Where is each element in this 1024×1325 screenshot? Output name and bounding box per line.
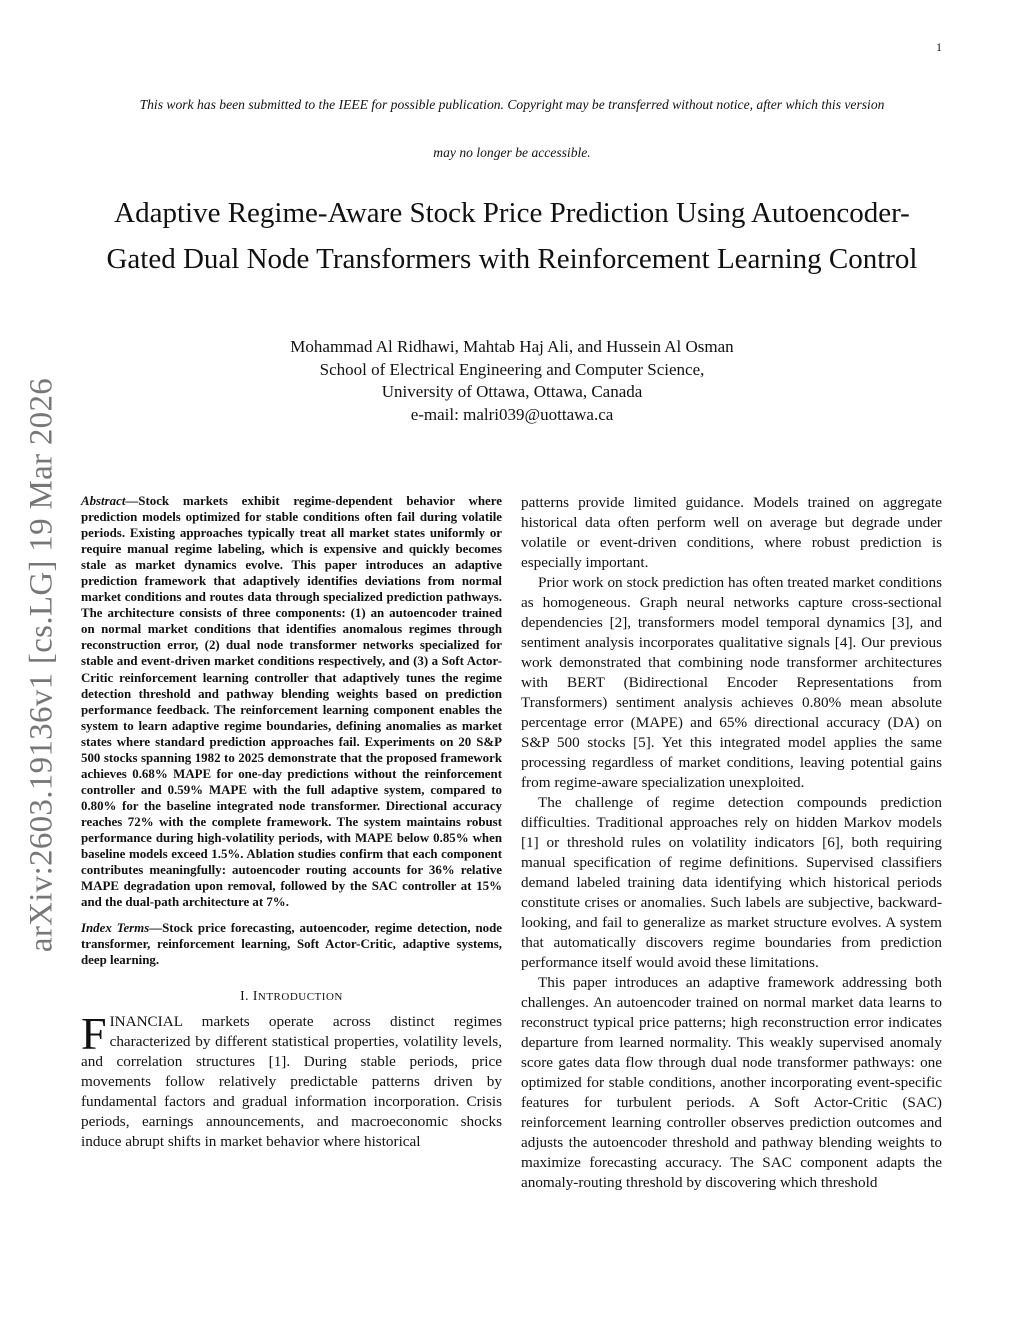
section-heading-introduction	[81, 988, 502, 1004]
intro-paragraph-3: The challenge of regime detection compounds prediction difficulties. Traditional approaches rely on hidden Markov models [1] or threshold rules on volatility indicators [6], both requiring manual specification of regime definitions. Supervised classifiers demand labeled training data identifying which historical periods constitute crises or anomalies. Such labels are subjective, backward-looking, and fail to generalize as market structure evolves. A system that automatically discovers regime boundaries from prediction performance itself would avoid these limitations.	[521, 794, 942, 971]
index-terms	[81, 920, 502, 968]
intro-paragraph-1-text: INANCIAL markets operate across distinct regimes characterized by different statistical properties, volatility levels, and correlation structures [1]. During stable periods, price movements follow relatively predictable patterns driven by fundamental factors and gradual information incorporation. Crisis periods, earnings announcements, and macroeconomic shocks induce abrupt shifts in market behavior where historical	[81, 1013, 502, 1151]
intro-paragraph-1-continued: patterns provide limited guidance. Models trained on aggregate historical data often perform well on average but degrade under volatile or event-driven conditions, where robust prediction is especially important.	[521, 494, 942, 571]
intro-paragraph-2: Prior work on stock prediction has often treated market conditions as homogeneous. Graph neural networks capture cross-sectional dependencies [2], transformers model temporal dynamics [3], and sentiment analysis incorporates qualitative signals [4]. Our previous work demonstrated that combining node transformer architectures with BERT (Bidirectional Encoder Representations from Transformers) sentiment analysis achieves 0.80% mean absolute percentage error (MAPE) and 65% directional accuracy (DA) on S&P 500 stocks [5]. Yet this integrated model applies the same processing regardless of market conditions, leaving potential gains from regime-aware specialization unexploited.	[521, 574, 942, 791]
copyright-notice-line-2: may no longer be accessible.	[433, 145, 591, 160]
index-terms-text: —Stock price forecasting, autoencoder, regime detection, node transformer, reinforcement learning, Soft Actor-Critic, adaptive systems, deep learning.	[81, 921, 502, 968]
index-terms-label: Index Terms	[81, 921, 150, 936]
author-university: University of Ottawa, Ottawa, Canada	[381, 382, 643, 401]
left-column	[81, 493, 502, 1152]
section-title-cap: I	[252, 988, 258, 1004]
section-number: I.	[240, 988, 250, 1004]
section-title-rest: NTRODUCTION	[257, 991, 343, 1004]
arxiv-identifier: arXiv:2603.19136v1 [cs.LG] 19 Mar 2026	[23, 377, 60, 953]
abstract-label: Abstract	[81, 494, 126, 508]
author-affiliation: School of Electrical Engineering and Computer Science,	[319, 359, 705, 379]
right-column	[521, 493, 942, 1193]
copyright-notice-line-1: This work has been submitted to the IEEE for possible publication. Copyright may be transferred without notice, after which this version	[139, 97, 885, 112]
author-email: e-mail: malri039@uottawa.ca	[410, 404, 614, 424]
author-names: Mohammad Al Ridhawi, Mahtab Haj Ali, and Hussein Al Osman	[290, 337, 734, 356]
author-block	[160, 336, 864, 426]
drop-cap: F	[81, 1008, 107, 1060]
paper-title: Adaptive Regime-Aware Stock Price Prediction Using Autoencoder-Gated Dual Node Transformers with Reinforcement Learning Control	[106, 197, 918, 275]
abstract-text: —Stock markets exhibit regime-dependent behavior where prediction models optimized for stable conditions often fail during volatile periods. Existing approaches typically treat all market states uniformly or require manual regime labeling, which is expensive and quickly becomes stale as market dynamics evolve. This paper introduces an adaptive prediction framework that adaptively identifies deviations from normal market conditions and routes data through specialized prediction pathways. The architecture consists of three components: (1) an autoencoder trained on normal market conditions that identifies anomalous regimes through reconstruction error, (2) dual node transformer networks specialized for stable and event-driven market conditions respectively, and (3) a Soft Actor-Critic reinforcement learning controller that adaptively tunes the regime detection threshold and pathway blending weights based on prediction performance feedback. The reinforcement learning component enables the system to learn adaptive regime boundaries, defining anomalies as market states where standard prediction approaches fail. Experiments on 20 S&P 500 stocks spanning 1982 to 2025 demonstrate that the proposed framework achieves 0.68% MAPE for one-day predictions without the reinforcement controller and 0.59% MAPE with the full adaptive system, compared to 0.80% for the baseline integrated node transformer. Directional accuracy reaches 72% with the complete framework. The system maintains robust performance during high-volatility periods, with MAPE below 0.85% when baseline models exceed 1.5%. Ablation studies confirm that each component contributes meaningfully: autoencoder routing accounts for 36% relative MAPE degradation upon removal, followed by the SAC controller at 15% and the dual-path architecture at 7%.	[81, 494, 502, 910]
abstract	[81, 493, 502, 910]
page-number: 1	[936, 40, 942, 54]
intro-paragraph-1	[81, 1008, 502, 1152]
intro-paragraph-4: This paper introduces an adaptive framework addressing both challenges. An autoencoder trained on normal market data learns to reconstruct typical price patterns; high reconstruction error indicates departure from learned normality. This weakly supervised anomaly score gates data flow through dual node transformer pathways: one optimized for stable conditions, another incorporating event-specific features for turbulent periods. A Soft Actor-Critic (SAC) reinforcement learning controller observes prediction outcomes and adjusts the autoencoder threshold and pathway blending weights to maximize forecasting accuracy. The SAC component adapts the anomaly-routing threshold by discovering which threshold	[521, 974, 942, 1191]
